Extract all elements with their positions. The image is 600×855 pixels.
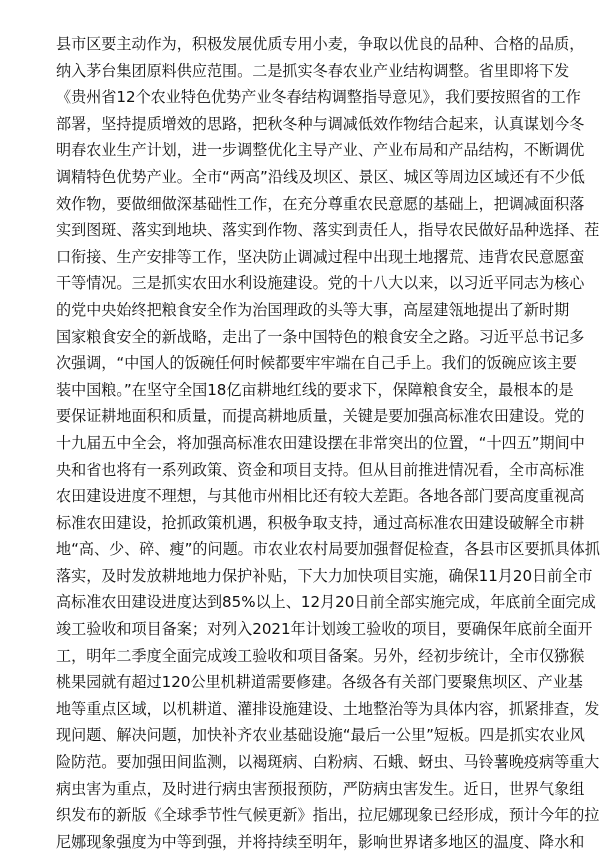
body-text — [56, 31, 600, 855]
text-line: 国家粮食安全的新战略，走出了一条中国特色的粮食安全之路。习近平总书记多 — [56, 327, 585, 346]
text-line: 地“高、少、碎、瘦”的问题。市农业农村局要加强督促检查，各县市区要抓具体抓 — [56, 540, 600, 559]
text-line: 县市区要主动作为，积极发展优质专用小麦，争取以优良的品种、合格的品质， — [56, 35, 585, 53]
text-line: 十九届五中全会，将加强高标准农田建设摆在非常突出的位置，“十四五”期间中 — [56, 433, 585, 452]
text-line: 口衔接、生产安排等工作，坚决防止调减过程中出现土地撂荒、违背农民意愿蛮 — [56, 247, 585, 266]
text-line: 部署，坚持提质增效的思路，把秋冬种与调减低效作物结合起来，认真谋划今冬 — [56, 114, 585, 133]
text-line: 病虫害为重点，及时进行病虫害预报预防，严防病虫害发生。近日，世界气象组 — [56, 779, 585, 798]
text-line: 工，明年二季度全面完成竣工验收和项目备案。另外，经初步统计，全市仅猕猴 — [56, 646, 585, 665]
text-line: 纳入茅台集团原料供应范围。二是抓实冬春农业产业结构调整。省里即将下发 — [56, 61, 570, 80]
text-line: 装中国粮。”在坚守全国18亿亩耕地红线的要求下，保障粮食安全，最根本的是 — [56, 380, 574, 399]
text-line: 织发布的新版《全球季节性气候更新》指出，拉尼娜现象已经形成，预计今年的拉 — [56, 806, 600, 825]
text-line: 地等重点区域，以机耕道、灌排设施建设、土地整治等为具体内容，抓紧排查，发 — [56, 699, 600, 718]
text-line: 高标准农田建设进度达到85%以上、12月20日前全部实施完成，年底前全面完成 — [56, 593, 596, 612]
text-line: 标准农田建设，抢抓政策机遇，积极争取支持，通过高标准农田建设破解全市耕 — [56, 513, 585, 532]
text-line: 实到图斑、落实到地块、落实到作物、落实到责任人，指导农民做好品种选择、茬 — [56, 221, 600, 240]
text-line: 要保证耕地面积和质量，而提高耕地质量，关键是要加强高标准农田建设。党的 — [56, 407, 585, 426]
text-line: 《贵州省12个农业特色优势产业冬春结构调整指导意见》，我们要按照省的工作 — [56, 88, 581, 107]
text-line: 次强调，“中国人的饭碗任何时候都要牢牢端在自己手上。我们的饭碗应该主要 — [56, 354, 578, 373]
text-line: 明春农业生产计划，进一步调整优化主导产业、产业布局和产品结构，不断调优 — [56, 141, 585, 160]
text-line: 央和省也将有一系列政策、资金和项目支持。但从目前推进情况看，全市高标准 — [56, 460, 585, 479]
text-line: 尼娜现象强度为中等到强，并将持续至明年，影响世界诸多地区的温度、降水和 — [56, 832, 585, 851]
text-line: 落实，及时发放耕地地力保护补贴，下大力加快项目实施，确保11月20日前全市 — [56, 566, 593, 585]
text-line: 干等情况。三是抓实农田水利设施建设。党的十八大以来，以习近平同志为核心 — [56, 274, 585, 293]
text-line: 调精特色优势产业。全市“两高”沿线及坝区、景区、城区等周边区域还有不少低 — [56, 167, 585, 186]
text-line: 竣工验收和项目备案；对列入2021年计划竣工验收的项目，要确保年底前全面开 — [56, 620, 593, 639]
text-line: 效作物，要做细做深基础性工作，在充分尊重农民意愿的基础上，把调减面积落 — [56, 194, 585, 213]
text-line: 的党中央始终把粮食安全作为治国理政的头等大事，高屋建瓴地提出了新时期 — [56, 300, 570, 319]
text-line: 农田建设进度不理想，与其他市州相比还有较大差距。各地各部门要高度重视高 — [56, 487, 585, 506]
text-line: 桃果园就有超过120公里机耕道需要修建。各级各有关部门要聚焦坝区、产业基 — [56, 673, 583, 692]
text-line: 现问题、解决问题，加快补齐农业基础设施“最后一公里”短板。四是抓实农业风 — [56, 726, 585, 745]
text-line: 险防范。要加强田间监测，以褐斑病、白粉病、石蛾、蚜虫、马铃薯晚疫病等重大 — [56, 753, 600, 772]
